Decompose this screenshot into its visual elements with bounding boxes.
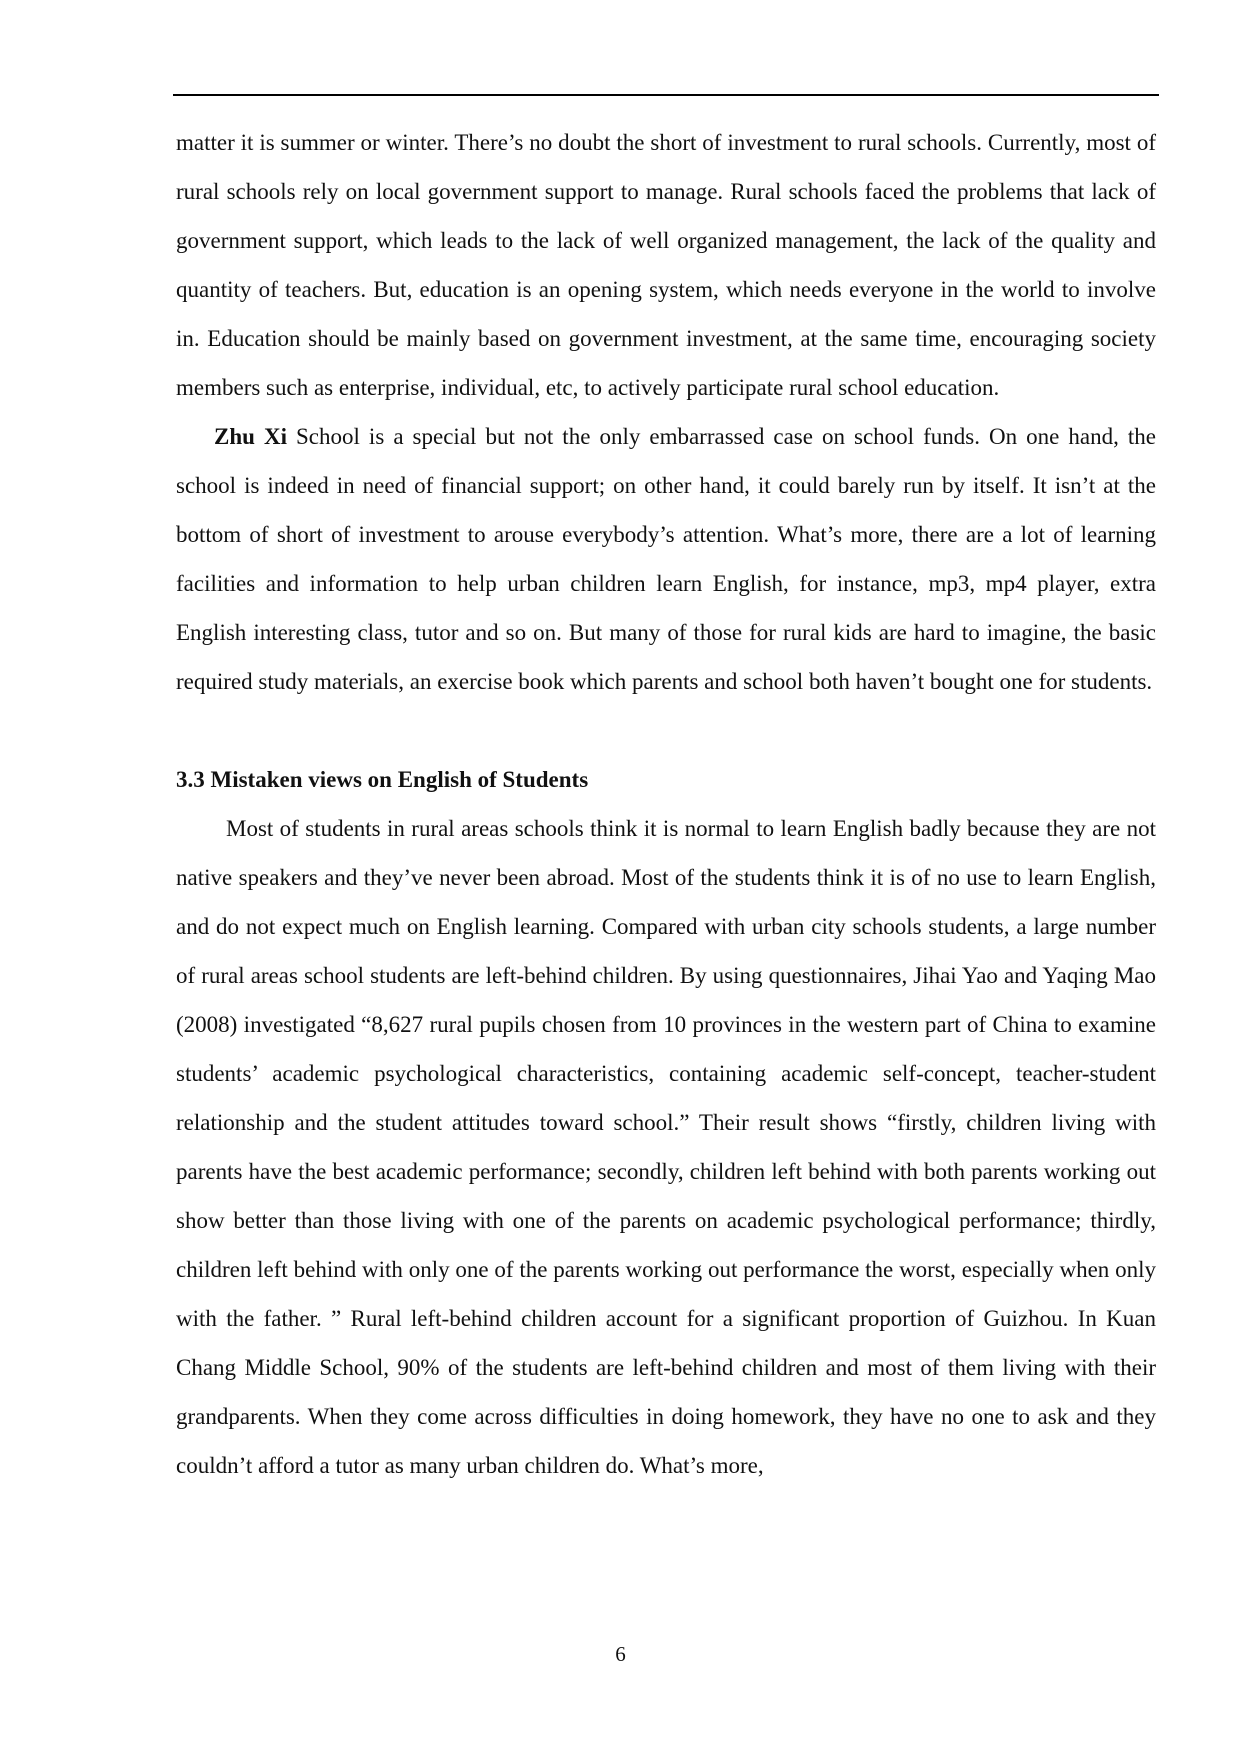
header-rule bbox=[173, 94, 1159, 96]
school-name: Zhu Xi bbox=[214, 424, 287, 449]
document-body bbox=[176, 118, 1156, 1490]
page-number: 6 bbox=[615, 1642, 626, 1666]
section-spacer bbox=[176, 706, 1156, 755]
paragraph-rural-investment: matter it is summer or winter. There’s no doubt the short of investment to rural schools. Currently, most of rural schools rely on local government support to manage. Rural schools faced the problems that lack of government support, which leads to the lack of well organized management, the lack of the quality and quantity of teachers. But, education is an opening system, which needs everyone in the world to involve in. Education should be mainly based on government investment, at the same time, encouraging society members such as enterprise, individual, etc, to actively participate rural school education. bbox=[176, 130, 1156, 400]
paragraph-text: School is a special but not the only embarrassed case on school funds. On one hand, the school is indeed in need of financial support; on other hand, it could barely run by itself. It isn’t at the bottom of short of investment to arouse everybody’s attention. What’s more, there are a lot of learning facilities and information to help urban children learn English, for instance, mp3, mp4 player, extra English interesting class, tutor and so on. But many of those for rural kids are hard to imagine, the basic required study materials, an exercise book which parents and school both haven’t bought one for students. bbox=[176, 424, 1156, 694]
paragraph-zhu-xi-school bbox=[176, 412, 1156, 706]
section-heading: 3.3 Mistaken views on English of Students bbox=[176, 767, 589, 792]
paragraph-mistaken-views: Most of students in rural areas schools think it is normal to learn English badly because they are not native speakers and they’ve never been abroad. Most of the students think it is of no use to learn English, and do not expect much on English learning. Compared with urban city schools students, a large number of rural areas school students are left-behind children. By using questionnaires, Jihai Yao and Yaqing Mao (2008) investigated “8,627 rural pupils chosen from 10 provinces in the western part of China to examine students’ academic psychological characteristics, containing academic self-concept, teacher-student relationship and the student attitudes toward school.” Their result shows “firstly, children living with parents have the best academic performance; secondly, children left behind with both parents working out show better than those living with one of the parents on academic psychological performance; thirdly, children left behind with only one of the parents working out performance the worst, especially when only with the father. ” Rural left-behind children account for a significant proportion of Guizhou. In Kuan Chang Middle School, 90% of the students are left-behind children and most of them living with their grandparents. When they come across difficulties in doing homework, they have no one to ask and they couldn’t afford a tutor as many urban children do. What’s more, bbox=[176, 816, 1156, 1478]
